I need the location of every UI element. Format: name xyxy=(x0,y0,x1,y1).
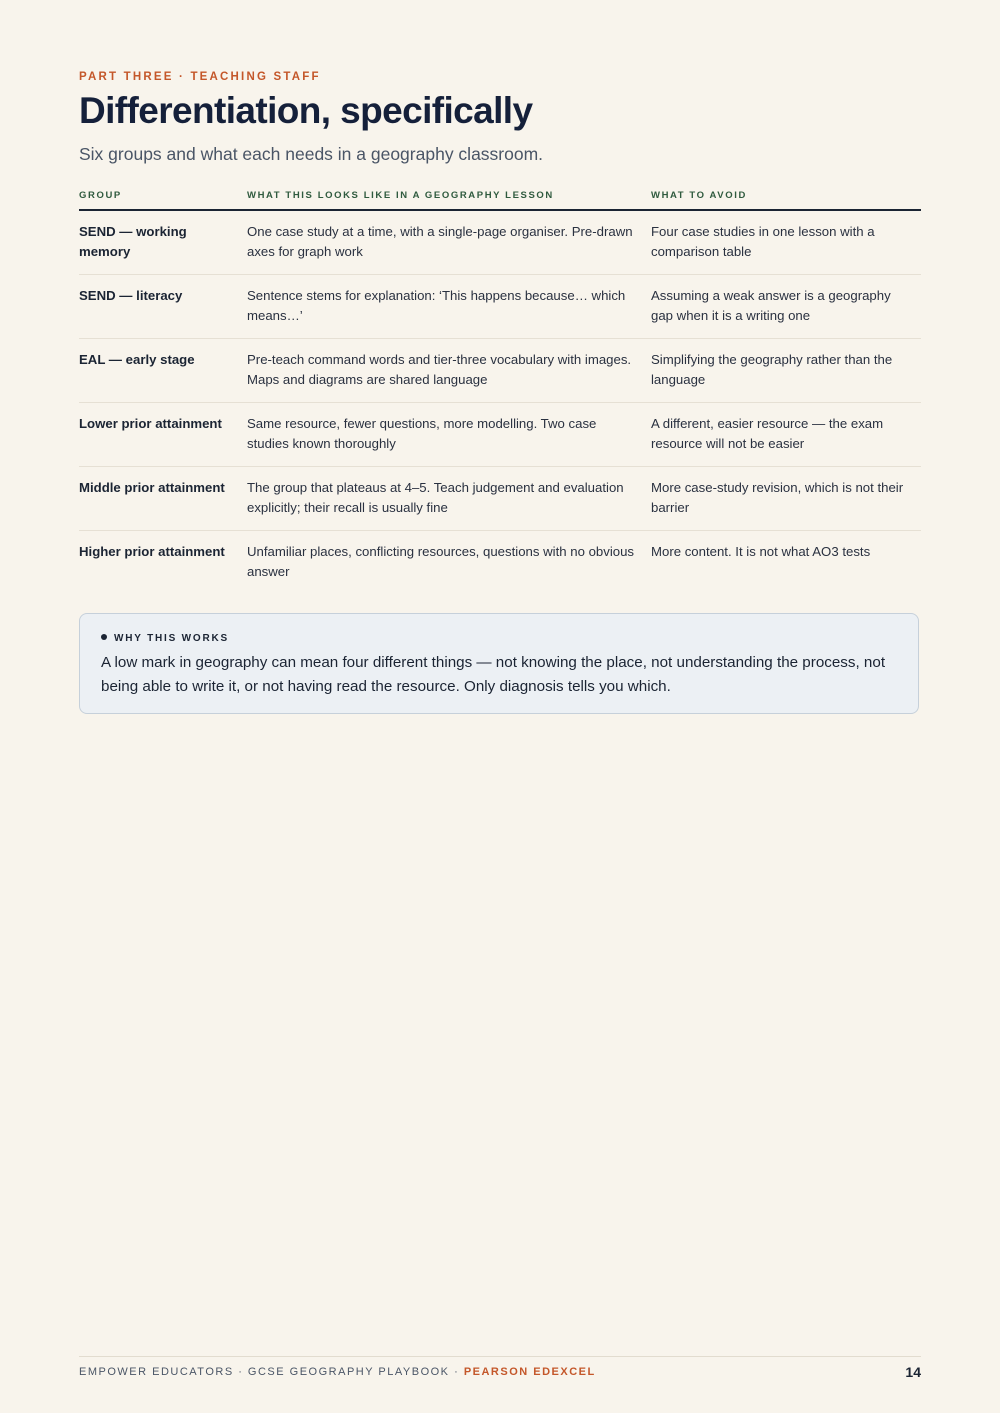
group-cell: EAL — early stage xyxy=(79,339,247,403)
table-row xyxy=(79,467,921,531)
differentiation-table xyxy=(79,185,921,594)
looks-like-cell: Same resource, fewer questions, more modelling. Two case studies known thoroughly xyxy=(247,403,651,467)
table-row xyxy=(79,210,921,275)
bullet-dot-icon xyxy=(101,634,107,640)
looks-like-cell: Unfamiliar places, conflicting resources, questions with no obvious answer xyxy=(247,544,635,579)
footer-left-text: EMPOWER EDUCATORS · GCSE GEOGRAPHY PLAYBOOK · xyxy=(79,1366,464,1378)
group-cell: Lower prior attainment xyxy=(79,403,247,467)
callout-label-text: WHY THIS WORKS xyxy=(114,633,230,644)
table-row xyxy=(79,339,921,403)
avoid-cell: A different, easier resource — the exam resource will not be easier xyxy=(651,403,921,467)
why-this-works-callout xyxy=(79,613,919,714)
table-row xyxy=(79,275,921,339)
footer-divider xyxy=(79,1356,921,1357)
page-subtitle: Six groups and what each needs in a geography classroom. xyxy=(79,144,544,164)
section-kicker: PART THREE · TEACHING STAFF xyxy=(79,71,321,83)
column-header-looks-like: WHAT THIS LOOKS LIKE IN A GEOGRAPHY LESSON xyxy=(247,185,651,210)
page-title: Differentiation, specifically xyxy=(79,90,533,131)
looks-like-cell: One case study at a time, with a single-page organiser. Pre-drawn axes for graph work xyxy=(247,210,651,275)
avoid-cell: More content. It is not what AO3 tests xyxy=(651,544,871,559)
avoid-cell: Simplifying the geography rather than the language xyxy=(651,339,921,403)
looks-like-cell: Pre-teach command words and tier-three vocabulary with images. Maps and diagrams are shared language xyxy=(247,339,651,403)
table-row xyxy=(79,403,921,467)
page-footer xyxy=(79,1366,921,1378)
avoid-cell: Four case studies in one lesson with a comparison table xyxy=(651,210,921,275)
callout-text: A low mark in geography can mean four different things — not knowing the place, not understanding the process, not being able to write it, or not having read the resource. Only diagnosis tells you which. xyxy=(101,654,886,695)
callout-label xyxy=(101,633,229,644)
column-header-avoid: WHAT TO AVOID xyxy=(651,185,921,210)
footer-brand: PEARSON EDEXCEL xyxy=(463,1366,596,1378)
group-cell: SEND — literacy xyxy=(79,275,247,339)
looks-like-cell: Sentence stems for explanation: ‘This happens because… which means…’ xyxy=(247,275,651,339)
avoid-cell: Assuming a weak answer is a geography gap when it is a writing one xyxy=(651,275,921,339)
column-header-group: GROUP xyxy=(79,185,247,210)
avoid-cell: More case-study revision, which is not their barrier xyxy=(651,467,921,531)
group-cell: Higher prior attainment xyxy=(79,544,225,559)
table-row xyxy=(79,531,921,595)
group-cell: Middle prior attainment xyxy=(79,467,247,531)
looks-like-cell: The group that plateaus at 4–5. Teach judgement and evaluation explicitly; their recall is usually fine xyxy=(247,467,651,531)
page-number: 14 xyxy=(905,1364,921,1380)
group-cell: SEND — working memory xyxy=(79,210,247,275)
table-header-row xyxy=(79,185,921,210)
